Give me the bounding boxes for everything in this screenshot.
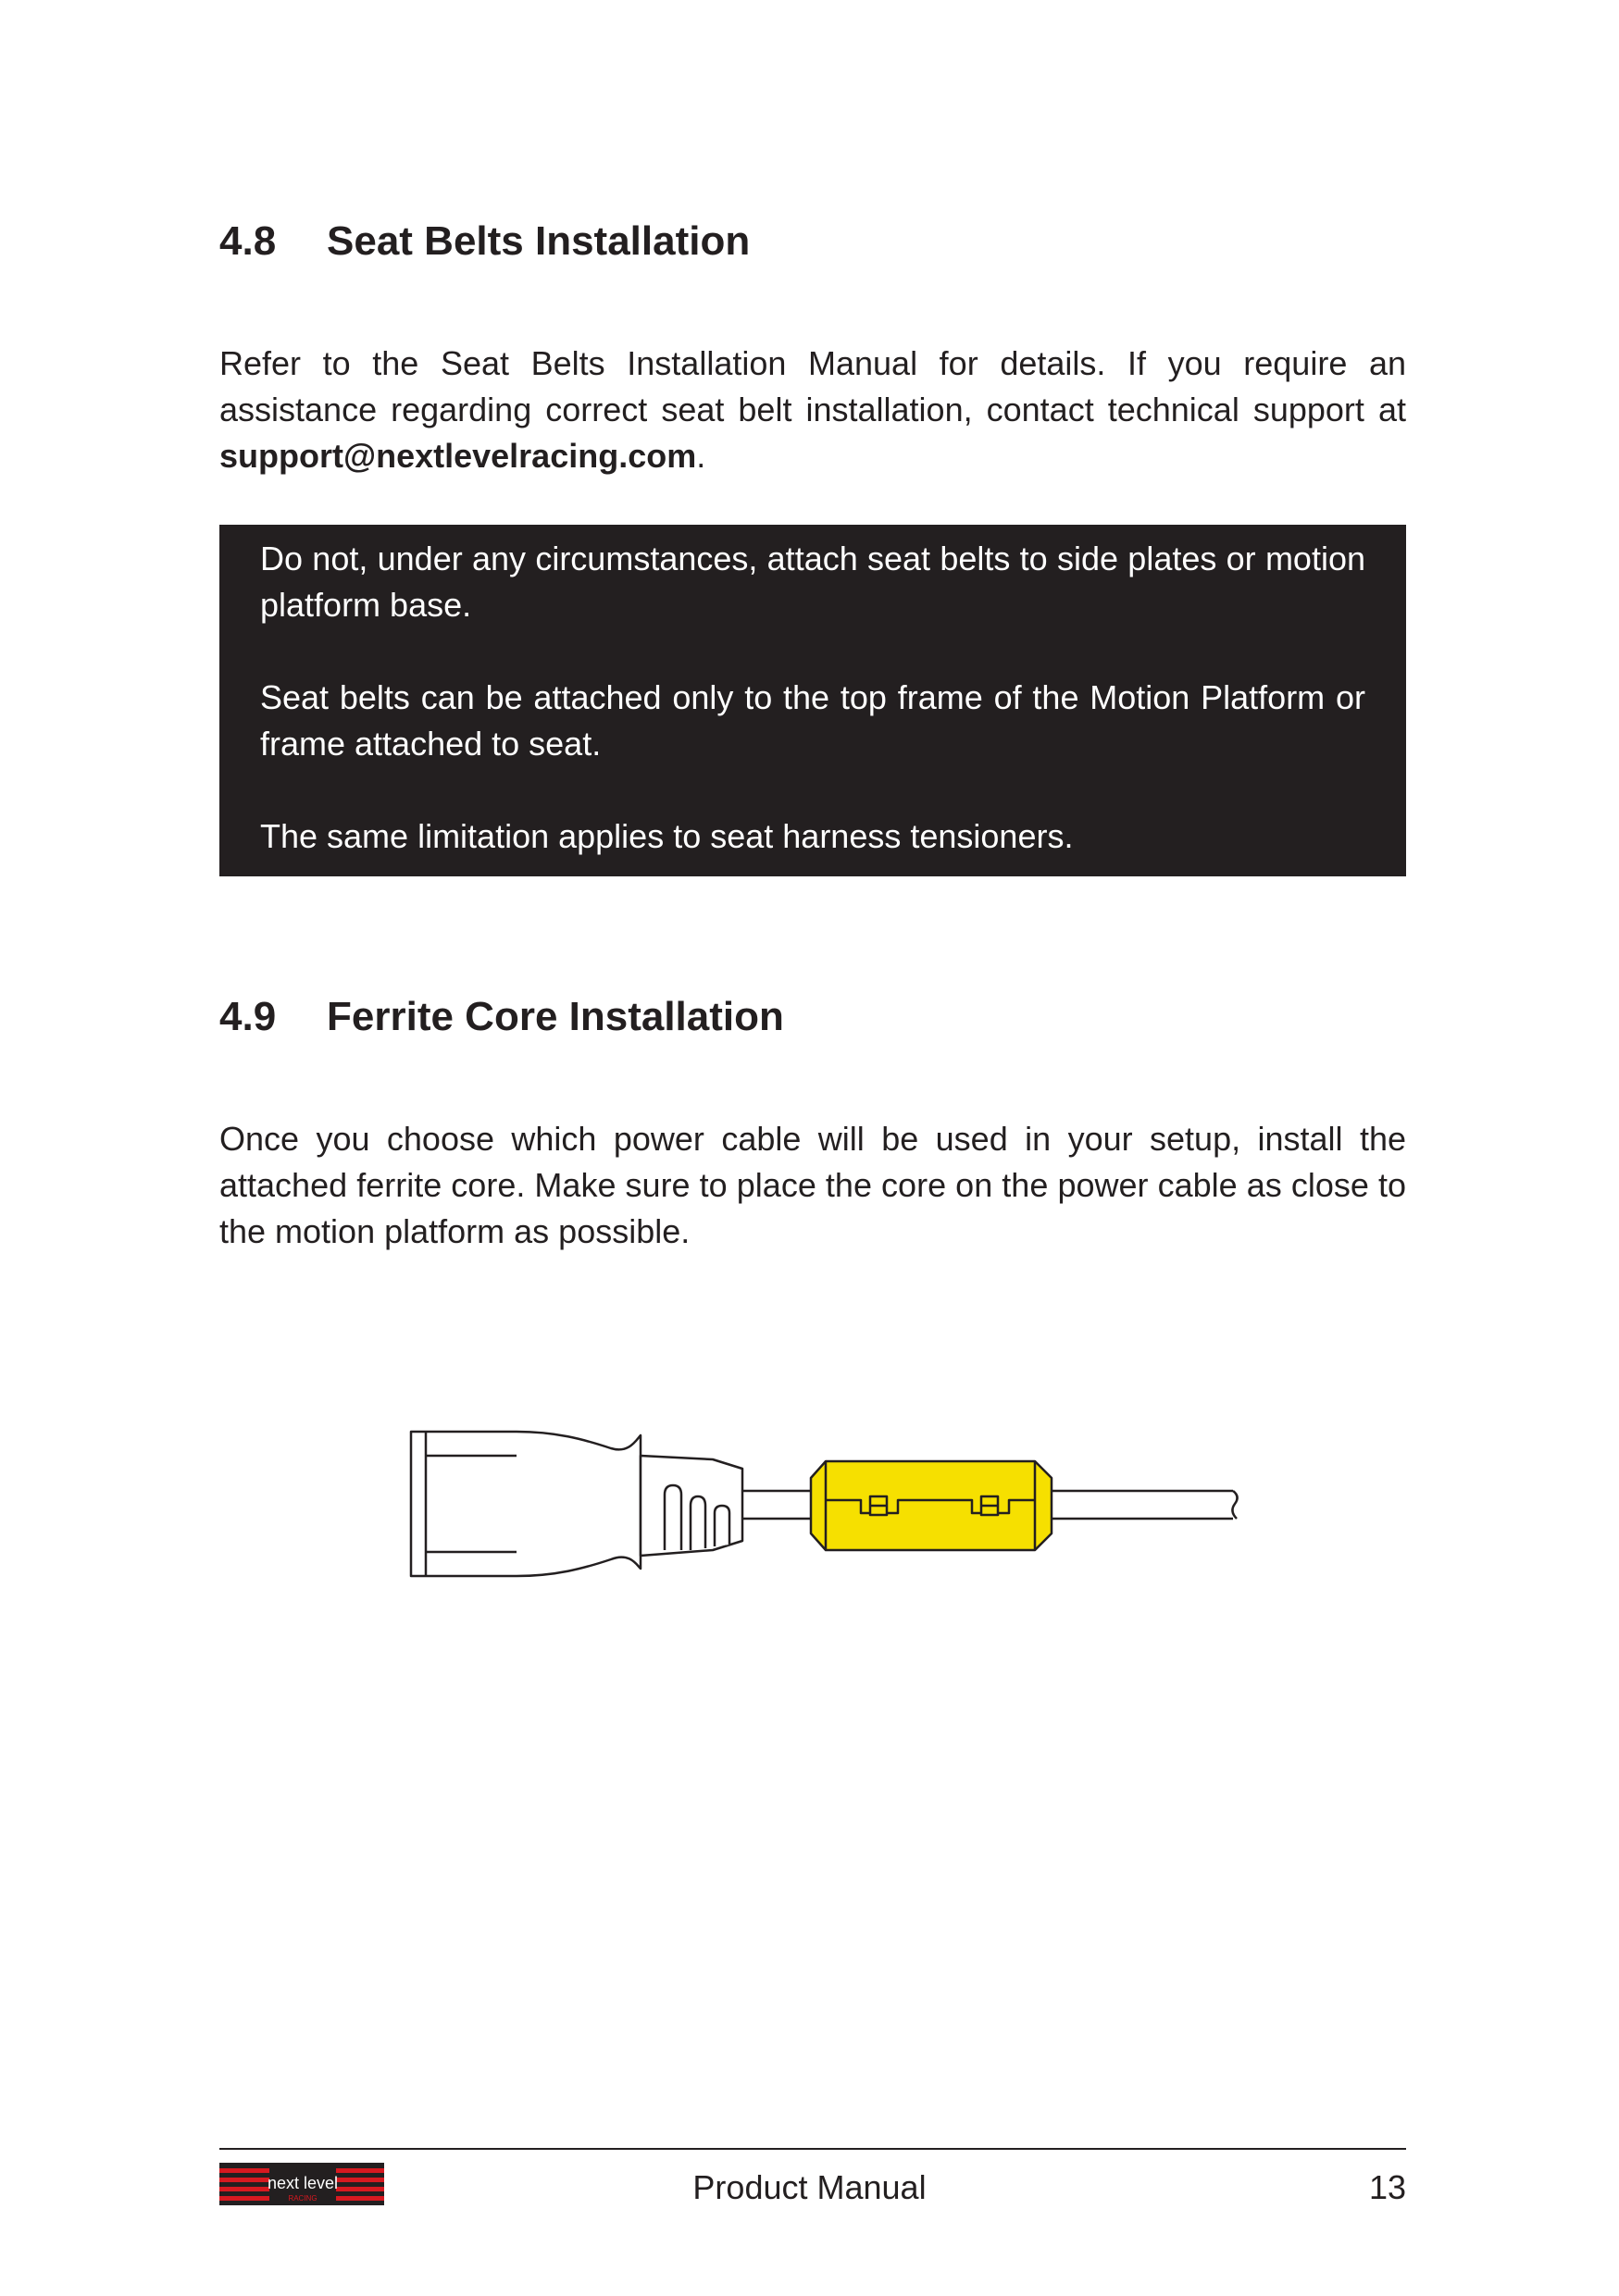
footer-title: Product Manual [692, 2168, 927, 2206]
section-heading-4-8 [219, 218, 750, 265]
section-number: 4.9 [219, 994, 277, 1039]
support-email-link[interactable]: support@nextlevelracing.com [219, 437, 697, 475]
section-title: Ferrite Core Installation [327, 994, 784, 1039]
warning-line-3: The same limitation applies to seat harness tensioners. [260, 817, 1074, 855]
section-heading-4-9 [219, 994, 784, 1040]
cable-cut-end [1232, 1491, 1237, 1519]
page-number: 13 [1368, 2168, 1406, 2206]
paragraph-text: Refer to the Seat Belts Installation Manual for details. If you require an assistance regarding correct seat belt installation, contact technical support at [219, 344, 1406, 428]
seat-belts-paragraph [219, 341, 1406, 479]
section-title: Seat Belts Installation [327, 218, 751, 264]
strain-relief-finger-2 [691, 1496, 705, 1550]
warning-line-1: Do not, under any circumstances, attach seat belts to side plates or motion platform base. [260, 540, 1365, 624]
strain-relief-finger-1 [665, 1485, 681, 1550]
section-number: 4.8 [219, 218, 277, 264]
logo-subtext: RACING [288, 2194, 318, 2203]
strain-relief-finger-3 [715, 1506, 729, 1546]
ferrite-core-cable-illustration [398, 1421, 1250, 1587]
footer-divider [219, 2148, 1406, 2150]
warning-box [219, 525, 1406, 876]
connector-body-outline [411, 1432, 641, 1576]
warning-line-2: Seat belts can be attached only to the top frame of the Motion Platform or frame attached to seat. [260, 678, 1365, 763]
paragraph-end: . [696, 437, 706, 475]
ferrite-paragraph: Once you choose which power cable will be used in your setup, install the attached ferrite core. Make sure to place the core on the power cable as close to the motion platform as possible. [219, 1120, 1406, 1250]
ferrite-core-body [811, 1461, 1052, 1550]
logo-text: next level [267, 2174, 339, 2192]
